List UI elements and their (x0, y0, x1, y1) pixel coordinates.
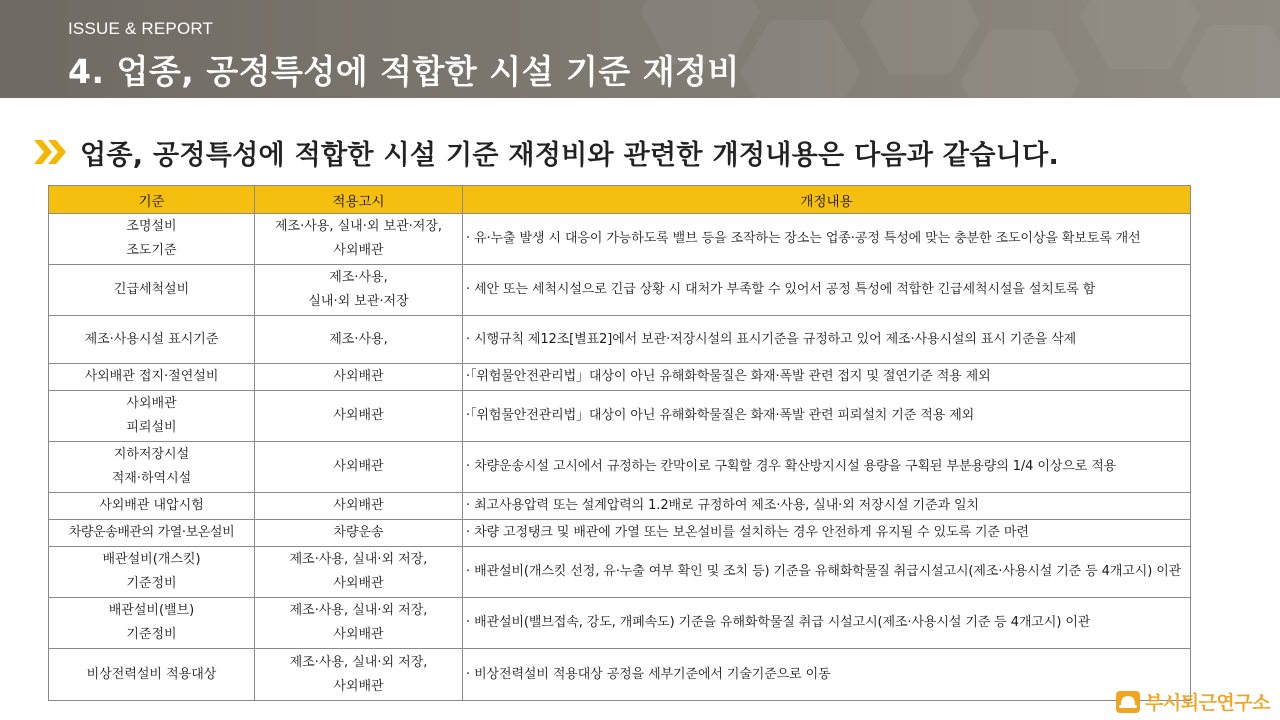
column-header-content: 개정내용 (463, 186, 1191, 214)
content-cell: · 시행규칙 제12조[별표2]에서 보관·저장시설의 표시기준을 규정하고 있어 제조·사용시설의 표시 기준을 삭제 (463, 316, 1191, 364)
table-row (49, 598, 1191, 649)
table-row (49, 442, 1191, 493)
standard-cell: 비상전력설비 적용대상 (49, 649, 255, 701)
brand-name: 부시퇴근연구소 (1145, 692, 1270, 714)
content-cell: ·「위험물안전관리법」대상이 아닌 유해화학물질은 화재·폭발 관련 피뢰설치 기준 적용 제외 (463, 391, 1191, 442)
notice-cell: 제조·사용, 실내·외 보관·저장, 사외배관 (255, 214, 463, 265)
header-kicker: ISSUE & REPORT (68, 19, 214, 38)
brand-logo (1115, 688, 1270, 715)
notice-cell: 제조·사용, (255, 316, 463, 364)
table-row (49, 547, 1191, 598)
content-cell: ·「위험물안전관리법」대상이 아닌 유해화학물질은 화재·폭발 관련 접지 및 절연기준 적용 제외 (463, 364, 1191, 391)
lead-text: 업종, 공정특성에 적합한 시설 기준 재정비와 관련한 개정내용은 다음과 같습니다. (80, 139, 1060, 171)
table-row (49, 316, 1191, 364)
notice-cell: 사외배관 (255, 442, 463, 493)
table-row (49, 214, 1191, 265)
page-title: 4. 업종, 공정특성에 적합한 시설 기준 재정비 (68, 52, 740, 91)
standard-cell: 배관설비(개스킷) 기준정비 (49, 547, 255, 598)
standard-cell: 사외배관 내압시험 (49, 493, 255, 520)
content-cell: · 배관설비(밸브접속, 강도, 개폐속도) 기준을 유해화학물질 취급 시설고시(제조·사용시설 기준 등 4개고시) 이관 (463, 598, 1191, 649)
notice-cell: 차량운송 (255, 520, 463, 547)
notice-cell: 제조·사용, 실내·외 저장, 사외배관 (255, 547, 463, 598)
double-chevron-icon (34, 138, 70, 166)
column-header-standard: 기준 (49, 186, 255, 214)
table-header-row (49, 186, 1191, 214)
content-cell: · 차량운송시설 고시에서 규정하는 칸막이로 구획할 경우 확산방지시설 용량을 구획된 부분용량의 1/4 이상으로 적용 (463, 442, 1191, 493)
standard-cell: 사외배관 접지·절연설비 (49, 364, 255, 391)
notice-cell: 사외배관 (255, 391, 463, 442)
table-row (49, 265, 1191, 316)
standard-cell: 지하저장시설 적재·하역시설 (49, 442, 255, 493)
revision-table (48, 185, 1191, 701)
standard-cell: 차량운송배관의 가열·보온설비 (49, 520, 255, 547)
notice-cell: 제조·사용, 실내·외 저장, 사외배관 (255, 649, 463, 701)
table-row (49, 391, 1191, 442)
content-cell: · 차량 고정탱크 및 배관에 가열 또는 보온설비를 설치하는 경우 안전하게 유지될 수 있도록 기준 마련 (463, 520, 1191, 547)
table-row (49, 520, 1191, 547)
notice-cell: 제조·사용, 실내·외 보관·저장 (255, 265, 463, 316)
table-row (49, 649, 1191, 701)
standard-cell: 조명설비 조도기준 (49, 214, 255, 265)
column-header-notice: 적용고시 (255, 186, 463, 214)
header-banner (0, 0, 1280, 98)
notice-cell: 사외배관 (255, 493, 463, 520)
notice-cell: 제조·사용, 실내·외 저장, 사외배관 (255, 598, 463, 649)
helmet-icon (1115, 689, 1141, 715)
standard-cell: 사외배관 피뢰설비 (49, 391, 255, 442)
content-cell: · 유·누출 발생 시 대응이 가능하도록 밸브 등을 조작하는 장소는 업종·공정 특성에 맞는 충분한 조도이상을 확보토록 개선 (463, 214, 1191, 265)
table-row (49, 493, 1191, 520)
table-row (49, 364, 1191, 391)
content-cell: · 배관설비(개스킷 선정, 유·누출 여부 확인 및 조치 등) 기준을 유해화학물질 취급시설고시(제조·사용시설 기준 등 4개고시) 이관 (463, 547, 1191, 598)
content-cell: · 비상전력설비 적용대상 공정을 세부기준에서 기술기준으로 이동 (463, 649, 1191, 701)
notice-cell: 사외배관 (255, 364, 463, 391)
standard-cell: 제조·사용시설 표시기준 (49, 316, 255, 364)
content-cell: · 최고사용압력 또는 설계압력의 1.2배로 규정하여 제조·사용, 실내·외 저장시설 기준과 일치 (463, 493, 1191, 520)
content-cell: · 세안 또는 세척시설으로 긴급 상황 시 대처가 부족할 수 있어서 공정 특성에 적합한 긴급세척시설을 설치토록 함 (463, 265, 1191, 316)
standard-cell: 긴급세척설비 (49, 265, 255, 316)
standard-cell: 배관설비(밸브) 기준정비 (49, 598, 255, 649)
lead-line (34, 130, 1059, 174)
